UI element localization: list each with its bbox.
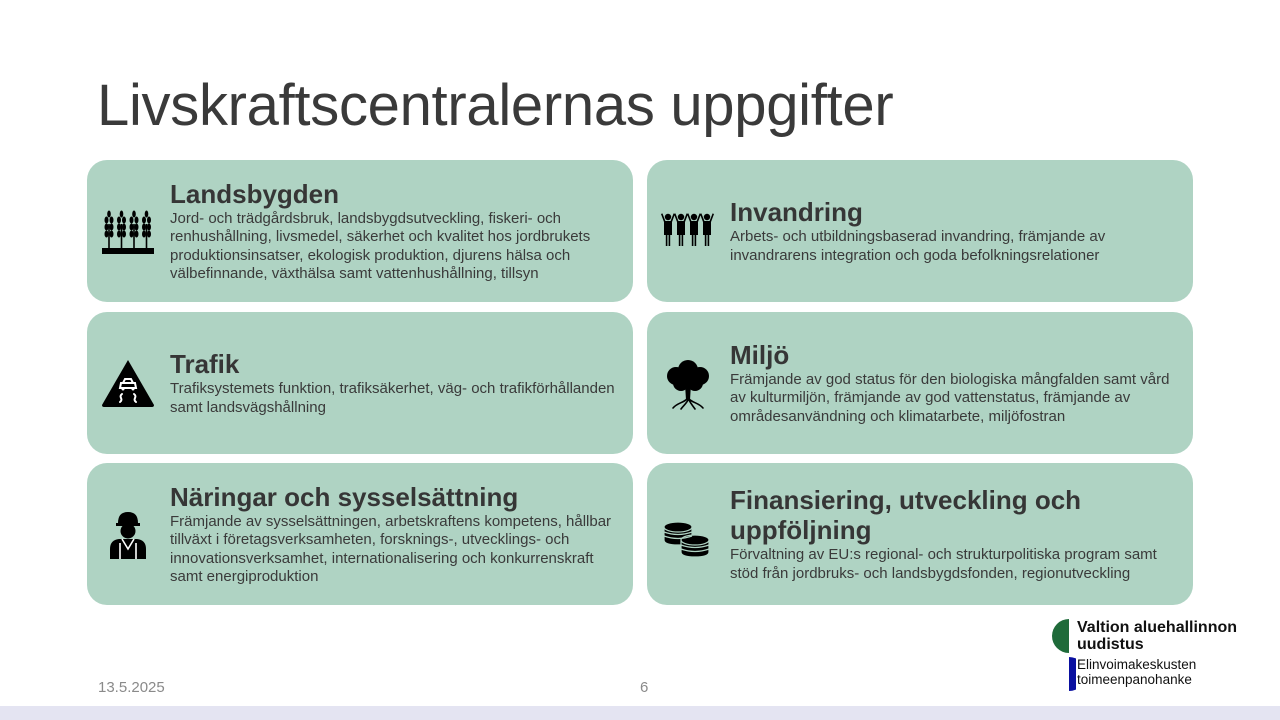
card-heading: Miljö <box>730 339 790 370</box>
logo-text-secondary: Elinvoimakeskusten toimeenpanohanke <box>1077 657 1197 687</box>
worker-icon <box>101 507 155 561</box>
logo-mark-icon <box>1050 617 1076 695</box>
wheat-field-icon <box>101 204 155 258</box>
card-description: Arbets- och utbildningsbaserad invandring, främjande av invandrarens integration och goda befolkningsrelationer <box>730 228 1106 264</box>
card-heading: Landsbygden <box>170 178 340 209</box>
card-naringar <box>87 463 633 605</box>
card-description: Trafiksystemets funktion, trafiksäkerhet, väg- och trafikförhållanden samt landsvägshållning <box>170 380 615 416</box>
card-finansiering <box>647 463 1193 605</box>
card-miljo <box>647 312 1193 454</box>
card-description: Förvaltning av EU:s regional- och strukturpolitiska program samt stöd från jordbruks- och landsbygdsfonden, regionutveckling <box>730 546 1157 582</box>
footer-bar <box>0 706 1280 720</box>
card-description: Främjande av god status för den biologiska mångfalden samt vård av kulturmiljön, främjande av god vattenstatus, främjande av områdesanvändning och klimatarbete, miljöfostran <box>730 370 1170 425</box>
organization-logo <box>1050 617 1260 695</box>
card-description: Jord- och trädgårdsbruk, landsbygdsutveckling, fiskeri- och renhushållning, livsmedel, säkerhet och kvalitet hos jordbrukets produktionsinsatser, ekologisk produktion, djurens hälsa och välbefinnande, växthälsa samt vattenhushållning, tillsyn <box>170 209 591 282</box>
people-group-icon <box>661 204 715 258</box>
footer-date: 13.5.2025 <box>98 679 165 696</box>
card-description: Främjande av sysselsättningen, arbetskraftens kompetens, hållbar tillväxt i företagsverksamheten, forsknings-, utvecklings- och innovationsverksamhet, internationalisering och konkurrenskraft samt energiproduktion <box>170 512 612 585</box>
card-heading: Näringar och sysselsättning <box>170 481 519 512</box>
card-invandring <box>647 160 1193 302</box>
logo-text-primary: Valtion aluehallinnon uudistus <box>1077 619 1238 653</box>
card-heading: Trafik <box>170 349 240 379</box>
coins-icon <box>661 507 715 561</box>
card-landsbygden <box>87 160 633 302</box>
tree-icon <box>661 356 715 410</box>
slide-title: Livskraftscentralernas uppgifter <box>97 73 894 138</box>
card-trafik <box>87 312 633 454</box>
card-heading: Finansiering, utveckling och uppföljning <box>730 485 1082 545</box>
card-heading: Invandring <box>730 197 863 227</box>
page-number: 6 <box>640 679 649 696</box>
slippery-road-warning-icon <box>101 356 155 410</box>
